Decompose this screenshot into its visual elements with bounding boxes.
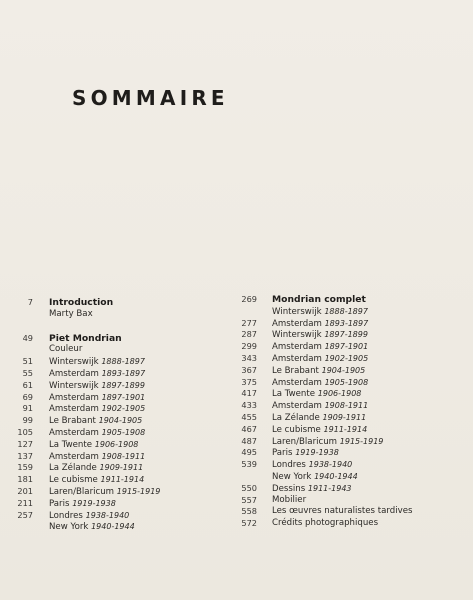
toc-entry-label	[272, 506, 412, 518]
toc-entry-text: Amsterdam	[49, 392, 99, 403]
toc-page-number: 137	[17, 450, 33, 461]
toc-entry-text: Winterswijk	[272, 330, 322, 341]
toc-entry	[232, 341, 473, 353]
toc-page-number: 287	[241, 329, 257, 340]
toc-entry-text: Laren/Blaricum	[272, 436, 338, 447]
toc-page-number: 417	[241, 388, 257, 399]
toc-entry-text: Amsterdam	[272, 353, 322, 364]
toc-entry	[232, 388, 473, 400]
toc-entry	[232, 483, 473, 495]
toc-entry	[0, 474, 232, 486]
toc-entry	[232, 400, 473, 412]
toc-page-number: 433	[241, 400, 257, 411]
toc-section-heading	[49, 297, 113, 309]
toc-entry-text: Londres	[272, 460, 306, 471]
toc-entry-years: 1897-1901	[101, 392, 146, 402]
toc-entry-years: 1911-1914	[323, 424, 368, 434]
toc-page-number: 269	[241, 294, 257, 304]
toc-section-heading	[272, 294, 366, 306]
toc-entry-years: 1911-1914	[100, 475, 145, 485]
toc-page-number: 343	[241, 352, 257, 363]
toc-page-number: 299	[241, 341, 257, 352]
toc-entry	[0, 392, 232, 404]
toc-entry	[232, 471, 473, 483]
toc-entry-years: 1915-1919	[116, 486, 161, 496]
toc-entry-years: 1915-1919	[339, 436, 384, 446]
toc-entry-years: 1919-1938	[295, 448, 339, 458]
toc-entry-label	[272, 518, 378, 530]
toc-page-number: 69	[22, 391, 33, 402]
toc-entry-text: Amsterdam	[49, 368, 99, 379]
toc-right-column	[232, 294, 473, 530]
toc-entry-text: Le cubisme	[272, 424, 321, 435]
toc-entry-years: 1897-1899	[324, 330, 368, 340]
toc-page-number: 257	[17, 509, 33, 520]
toc-page-number: 367	[241, 364, 257, 375]
toc-entry	[0, 368, 232, 380]
toc-entry-label	[272, 495, 306, 507]
toc-entry-text: Londres	[49, 510, 83, 521]
toc-entry-years: 1888-1897	[324, 306, 368, 316]
toc-entry-years: 1919-1938	[72, 498, 116, 508]
toc-entry-label	[49, 344, 82, 356]
toc-page-number: 105	[17, 426, 33, 437]
toc-entry-text: Amsterdam	[49, 427, 99, 438]
toc-page-number: 181	[17, 474, 33, 485]
toc-entry	[0, 521, 232, 533]
toc-page-number: 539	[241, 459, 257, 470]
toc-entry-years: 1940-1944	[91, 522, 135, 532]
toc-entry-years: 1940-1944	[314, 471, 358, 481]
toc-entry-years: 1888-1897	[101, 357, 145, 367]
toc-entry-text: La Zélande	[49, 463, 97, 474]
toc-entry	[0, 380, 232, 392]
toc-entry-text: Paris	[272, 448, 293, 459]
toc-entry-text: Mondrian complet	[272, 294, 366, 305]
toc-entry	[232, 424, 473, 436]
toc-entry-text: Le Brabant	[49, 416, 96, 427]
toc-entry-years: 1905-1908	[324, 377, 369, 387]
toc-entry-text: Les œuvres naturalistes tardives	[272, 506, 413, 517]
toc-entry	[0, 439, 232, 451]
toc-page-number: 487	[241, 435, 257, 446]
toc-entry-text: Amsterdam	[272, 377, 322, 388]
toc-page-number: 375	[241, 376, 257, 387]
toc-entry	[232, 377, 473, 389]
toc-spacer	[0, 321, 232, 333]
toc-entry	[232, 329, 473, 341]
toc-page-number: 7	[27, 297, 33, 307]
toc-entry-text: Paris	[49, 498, 70, 509]
toc-entry-text: Couleur	[49, 344, 83, 355]
toc-entry-text: Le cubisme	[49, 475, 98, 486]
toc-entry	[0, 510, 232, 522]
page-title: SOMMAIRE	[72, 86, 229, 110]
toc-page-number: 49	[22, 332, 33, 343]
toc-entry	[232, 436, 473, 448]
toc-entry	[0, 344, 232, 356]
toc-entry-text: New York	[272, 471, 312, 482]
toc-entry	[232, 306, 473, 318]
toc-page-number: 91	[22, 403, 33, 414]
toc-entry-text: Laren/Blaricum	[49, 486, 115, 497]
toc-page-number: 495	[241, 447, 257, 458]
toc-page-number: 455	[241, 411, 257, 422]
toc-page-number: 99	[22, 415, 33, 426]
toc-page-number: 61	[22, 379, 33, 390]
toc-entry	[232, 353, 473, 365]
toc-entry	[232, 495, 473, 507]
toc-entry-text: Amsterdam	[272, 401, 322, 412]
toc-entry-text: Crédits photographiques	[272, 518, 379, 529]
toc-entry-years: 1897-1899	[101, 380, 145, 390]
toc-entry-years: 1906-1908	[94, 439, 139, 449]
toc-page-number: 557	[241, 494, 257, 505]
toc-entry	[232, 318, 473, 330]
toc-entry-text: Introduction	[49, 297, 114, 308]
toc-entry	[232, 518, 473, 530]
toc-entry	[0, 462, 232, 474]
toc-entry	[0, 333, 232, 345]
toc-entry-label	[49, 309, 93, 321]
toc-page-number: 51	[22, 356, 33, 367]
toc-entry	[0, 415, 232, 427]
toc-entry	[0, 403, 232, 415]
toc-entry-years: 1908-1911	[324, 401, 369, 411]
toc-entry-text: Le Brabant	[272, 365, 319, 376]
toc-entry-years: 1908-1911	[101, 451, 146, 461]
toc-entry-years: 1909-1911	[322, 412, 367, 422]
toc-entry	[232, 459, 473, 471]
toc-left-column	[0, 297, 232, 533]
toc-entry-text: Amsterdam	[272, 318, 322, 329]
toc-entry-text: La Twente	[49, 439, 93, 450]
toc-entry-years: 1893-1897	[324, 318, 369, 328]
toc-entry	[232, 294, 473, 306]
toc-entry-text: La Twente	[272, 389, 316, 400]
toc-page-number: 159	[17, 462, 33, 473]
toc-entry	[0, 309, 232, 321]
toc-entry	[0, 486, 232, 498]
toc-page-number: 550	[241, 482, 257, 493]
toc-entry-text: Dessins	[272, 483, 306, 494]
toc-entry-years: 1909-1911	[99, 463, 144, 473]
toc-entry	[0, 427, 232, 439]
toc-entry-years: 1938-1940	[85, 510, 130, 520]
toc-entry	[232, 365, 473, 377]
toc-entry	[232, 412, 473, 424]
toc-page-number: 201	[17, 485, 33, 496]
toc-entry-years: 1938-1940	[308, 460, 353, 470]
toc-page-number: 572	[241, 518, 257, 529]
toc-entry-years: 1902-1905	[101, 404, 146, 414]
toc-entry-years: 1905-1908	[101, 427, 146, 437]
toc-entry	[0, 451, 232, 463]
toc-entry-years: 1897-1901	[324, 342, 369, 352]
toc-page-number: 211	[17, 497, 33, 508]
toc-entry-text: Amsterdam	[272, 342, 322, 353]
toc-entry-text: La Zélande	[272, 412, 320, 423]
toc-entry	[232, 447, 473, 459]
toc-page-number: 55	[22, 367, 33, 378]
toc-entry-years: 1906-1908	[317, 389, 362, 399]
toc-entry-years: 1904-1905	[98, 416, 143, 426]
toc-entry-label	[49, 521, 135, 534]
toc-entry	[232, 506, 473, 518]
toc-page-number: 467	[241, 423, 257, 434]
toc-entry-text: New York	[49, 522, 89, 533]
toc-entry-text: Piet Mondrian	[49, 332, 122, 344]
toc-entry-text: Winterswijk	[272, 306, 322, 317]
toc-entry	[0, 297, 232, 309]
toc-entry-text: Winterswijk	[49, 357, 99, 368]
toc-entry-text: Marty Bax	[49, 308, 93, 319]
toc-page-number: 277	[241, 317, 257, 328]
toc-entry	[0, 498, 232, 510]
toc-entry	[0, 356, 232, 368]
toc-entry-years: 1902-1905	[324, 353, 369, 363]
toc-entry-text: Mobilier	[272, 494, 307, 505]
toc-entry-text: Amsterdam	[49, 451, 99, 462]
toc-entry-years: 1893-1897	[101, 368, 146, 378]
toc-entry-years: 1911-1943	[307, 483, 352, 493]
toc-entry-years: 1904-1905	[321, 365, 366, 375]
toc-entry-text: Winterswijk	[49, 380, 99, 391]
toc-page-number: 127	[17, 438, 33, 449]
toc-section-heading	[49, 333, 122, 345]
toc-page-number: 558	[241, 506, 257, 517]
toc-entry-text: Amsterdam	[49, 404, 99, 415]
